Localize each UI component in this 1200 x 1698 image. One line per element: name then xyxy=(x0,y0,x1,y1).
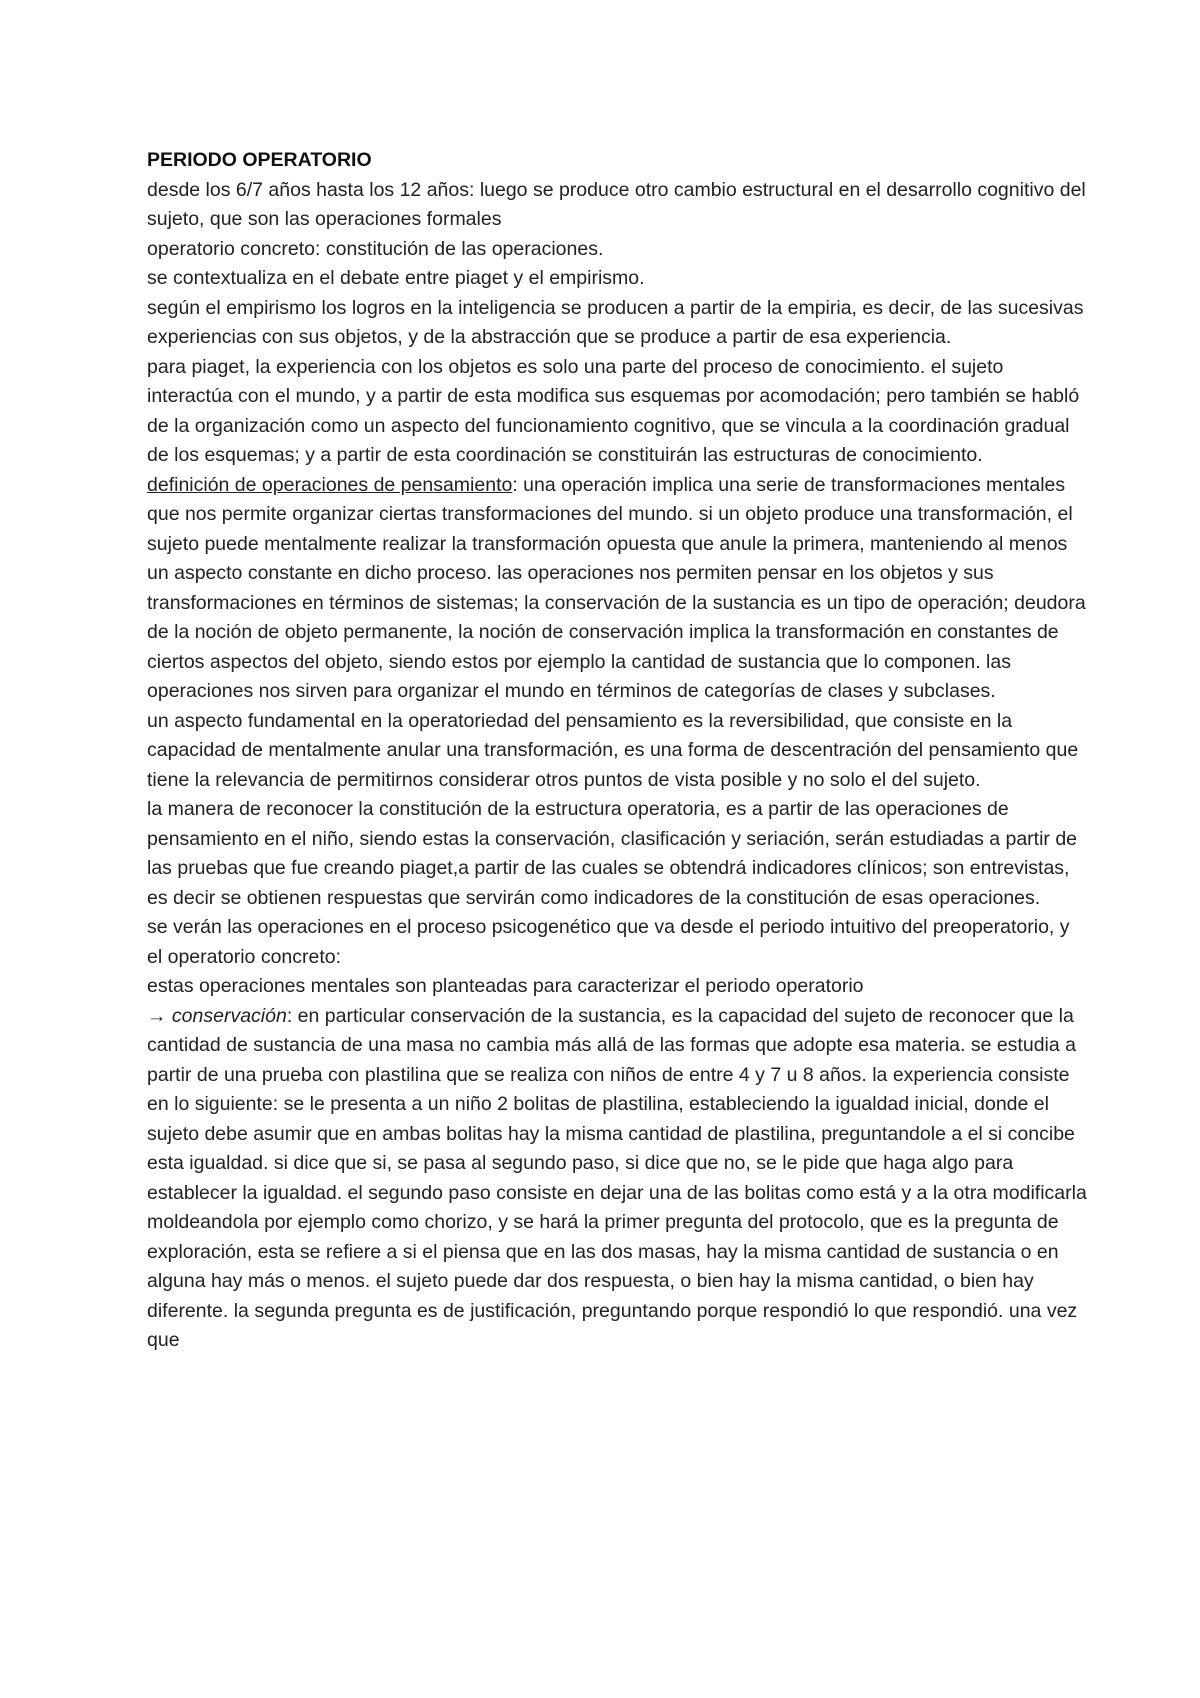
paragraph-conservation xyxy=(147,1002,1087,1356)
conservation-term: conservación xyxy=(171,1004,287,1027)
document-title: PERIODO OPERATORIO xyxy=(147,149,372,171)
paragraph-mental-operations: estas operaciones mentales son planteadas para caracterizar el periodo operatorio xyxy=(147,975,864,997)
definition-term: definición de operaciones de pensamiento xyxy=(147,473,513,496)
paragraph-empirismo: según el empirismo los logros en la inteligencia se producen a partir de la empiria, es decir, de las sucesivas experiencias con sus objetos, y de la abstracción que se produce a partir de esa experiencia. xyxy=(147,296,1084,348)
paragraph-structure: la manera de reconocer la constitución de la estructura operatoria, es a partir de las operaciones de pensamiento en el niño, siendo estas la conservación, clasificación y seriación, serán estudiadas a partir de las pruebas que fue creando piaget,a partir de las cuales se obtendrá indicadores clínicos; son entrevistas, es decir se obtienen respuestas que servirán como indicadores de la constitución de esas operaciones. xyxy=(147,798,1078,909)
paragraph-reversibility: un aspecto fundamental en la operatoriedad del pensamiento es la reversibilidad, que consiste en la capacidad de mentalmente anular una transformación, es una forma de descentración del pensamiento que tiene la relevancia de permitirnos considerar otros puntos de vista posible y no solo el del sujeto. xyxy=(147,709,1079,791)
paragraph-piaget: para piaget, la experiencia con los objetos es solo una parte del proceso de conocimiento. el sujeto interactúa con el mundo, y a partir de esta modifica sus esquemas por acomodación; pero también se habló de la organización como un aspecto del funcionamiento cognitivo, que se vincula a la coordinación gradual de los esquemas; y a partir de esta coordinación se constituirán las estructuras de conocimiento. xyxy=(147,355,1080,466)
definition-text: : una operación implica una serie de transformaciones mentales que nos permite organizar ciertas transformaciones del mundo. si un objeto produce una transformación, el sujeto puede mentalmente realizar la transformación opuesta que anule la primera, manteniendo al menos un aspecto constante en dicho proceso. las operaciones nos permiten pensar en los objetos y sus transformaciones en términos de sistemas; la conservación de la sustancia es un tipo de operación; deudora de la noción de objeto permanente, la noción de conservación implica la transformación en constantes de ciertos aspectos del objeto, siendo estos por ejemplo la cantidad de sustancia que lo componen. las operaciones nos sirven para organizar el mundo en términos de categorías de clases y subclases. xyxy=(147,473,1086,702)
paragraph-age-range: desde los 6/7 años hasta los 12 años: luego se produce otro cambio estructural en el desarrollo cognitivo del sujeto, que son las operaciones formales xyxy=(147,178,1086,230)
paragraph-psychogenetic: se verán las operaciones en el proceso psicogenético que va desde el periodo intuitivo del preoperatorio, y el operatorio concreto: xyxy=(147,916,1070,968)
paragraph-debate-context: se contextualiza en el debate entre piaget y el empirismo. xyxy=(147,267,645,289)
paragraph-definition xyxy=(147,471,1087,707)
conservation-text: : en particular conservación de la sustancia, es la capacidad del sujeto de reconocer que la cantidad de sustancia de una masa no cambia más allá de las formas que adopte esa materia. se estudia a partir de una prueba con plastilina que se realiza con niños de entre 4 y 7 u 8 años. la experiencia consiste en lo siguiente: se le presenta a un niño 2 bolitas de plastilina, estableciendo la igualdad inicial, donde el sujeto debe asumir que en ambas bolitas hay la misma cantidad de plastilina, preguntandole a el si concibe esta igualdad. si dice que si, se pasa al segundo paso, si dice que no, se le pide que haga algo para establecer la igualdad. el segundo paso consiste en dejar una de las bolitas como está y a la otra modificarla moldeandola por ejemplo como chorizo, y se hará la primer pregunta del protocolo, que es la pregunta de exploración, esta se refiere a si el piensa que en las dos masas, hay la misma cantidad de sustancia o en alguna hay más o menos. el sujeto puede dar dos respuesta, o bien hay la misma cantidad, o bien hay diferente. la segunda pregunta es de justificación, preguntando porque respondió lo que respondió. una vez que xyxy=(147,1004,1087,1351)
paragraph-operatorio-concreto: operatorio concreto: constitución de las operaciones. xyxy=(147,237,604,260)
arrow-right-icon: → xyxy=(147,1004,172,1027)
document-body xyxy=(147,146,1087,1356)
